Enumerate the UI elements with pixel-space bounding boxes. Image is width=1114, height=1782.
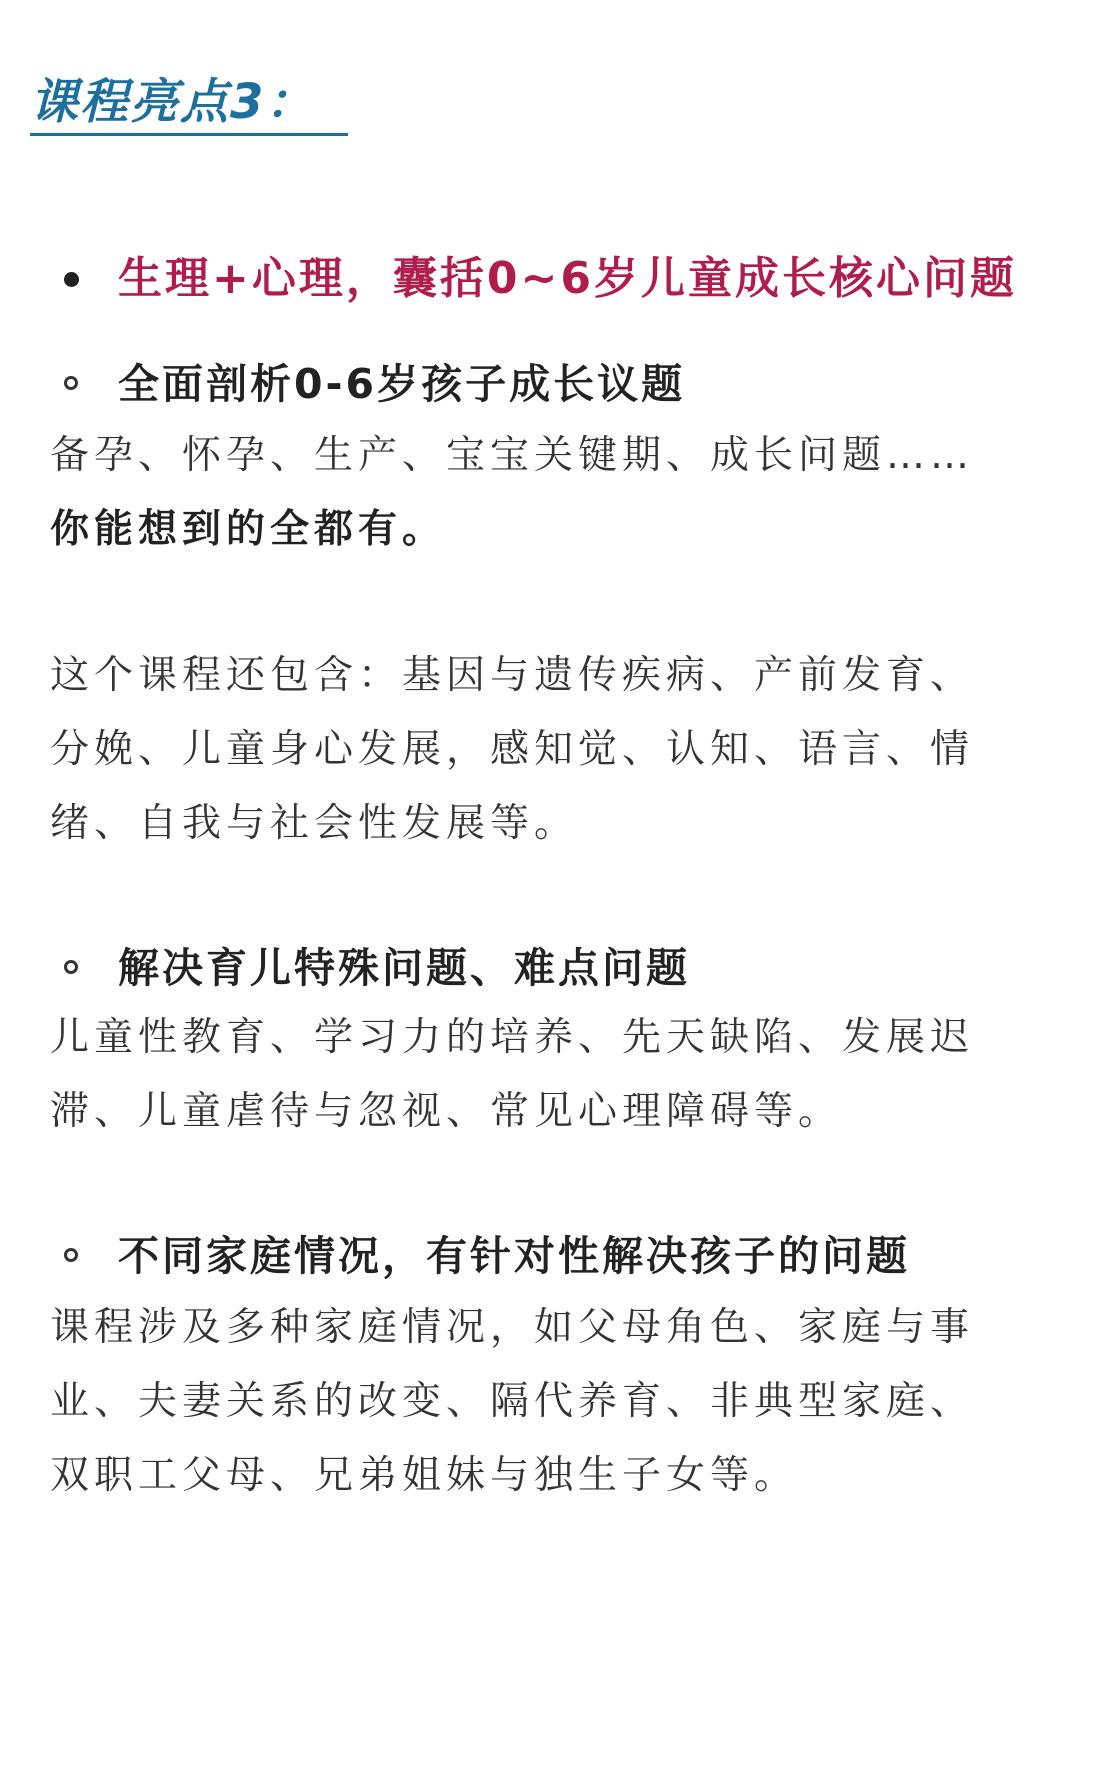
section-heading: 课程亮点3： — [30, 74, 316, 130]
subsection-2-line1: 儿童性教育、学习力的培养、先天缺陷、发展迟 — [50, 1015, 975, 1060]
subsection-1-line2: 你能想到的全都有。 — [50, 507, 447, 552]
subsection-3-line1: 课程涉及多种家庭情况，如父母角色、家庭与事 — [50, 1305, 975, 1350]
subsection-1-title: 全面剖析0-6岁孩子成长议题 — [118, 360, 686, 408]
subsection-3 — [56, 1226, 1066, 1286]
main-bullet-item — [64, 248, 1064, 310]
subsection-3-line3: 双职工父母、兄弟姐妹与独生子女等。 — [50, 1453, 799, 1498]
subsection-1-para2-line2: 分娩、儿童身心发展，感知觉、认知、语言、情 — [50, 727, 975, 772]
subsection-2-header — [56, 938, 1066, 998]
hollow-circle-icon — [64, 960, 78, 974]
main-bullet-text: 生理+心理，囊括0~6岁儿童成长核心问题 — [118, 253, 1017, 304]
subsection-2 — [56, 938, 1066, 998]
bullet-dot-icon — [64, 272, 79, 287]
subsection-1-para2-line3: 绪、自我与社会性发展等。 — [50, 801, 579, 846]
subsection-1-para2-line1: 这个课程还包含：基因与遗传疾病、产前发育、 — [50, 653, 975, 698]
subsection-3-title: 不同家庭情况，有针对性解决孩子的问题 — [118, 1232, 910, 1280]
heading-underline — [30, 133, 348, 136]
subsection-2-line2: 滞、儿童虐待与忽视、常见心理障碍等。 — [50, 1089, 843, 1134]
subsection-2-title: 解决育儿特殊问题、难点问题 — [118, 944, 690, 992]
subsection-3-line2: 业、夫妻关系的改变、隔代养育、非典型家庭、 — [50, 1379, 975, 1424]
subsection-1 — [56, 354, 1066, 414]
hollow-circle-icon — [64, 376, 78, 390]
hollow-circle-icon — [64, 1248, 78, 1262]
subsection-1-header — [56, 354, 1066, 414]
subsection-1-line1: 备孕、怀孕、生产、宝宝关键期、成长问题…… — [50, 433, 975, 478]
subsection-3-header — [56, 1226, 1066, 1286]
